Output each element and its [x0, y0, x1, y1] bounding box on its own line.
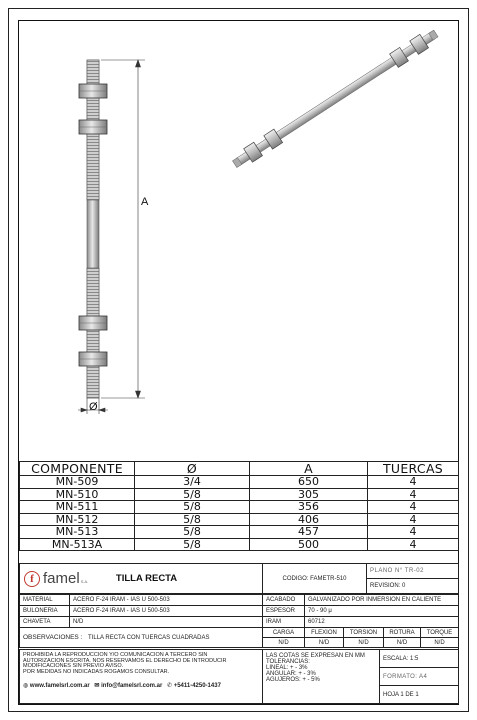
tolerance-line: TOLERANCIAS:: [266, 659, 310, 665]
material-value: ACERO F-24 IRAM - IAS U 500-503: [70, 595, 263, 606]
cell-a: 457: [250, 526, 368, 539]
famel-logo-suffix: S.A.: [80, 579, 89, 584]
contact-web: www.famelsrl.com.ar: [29, 683, 90, 690]
table-row: [20, 526, 459, 539]
tolerances-cell: [263, 650, 380, 704]
load-value-flexion: N/D: [305, 638, 344, 648]
tolerance-line: LINEAL: + - 3%: [266, 665, 308, 671]
load-value-torsion: N/D: [344, 638, 384, 648]
logo-cell: [20, 564, 263, 594]
formato-cell: FORMATO: A4: [380, 668, 459, 686]
dimension-a-label: A: [141, 196, 149, 208]
cell-a: 500: [250, 538, 368, 551]
rod-isometric-view: [230, 27, 440, 171]
load-header-torsion: TORSION: [344, 628, 384, 638]
buloneria-value: ACERO F-24 IRAM - IAS U 500-503: [70, 606, 263, 617]
famel-logo-icon: f: [24, 571, 40, 587]
header-diameter: Ø: [135, 462, 250, 476]
cell-componente: MN-513: [20, 526, 135, 539]
product-name: TILLA RECTA: [115, 573, 178, 584]
dimension-a-line: [101, 60, 145, 398]
cell-a: 356: [250, 501, 368, 514]
revision-cell: REVISION: 0: [367, 579, 459, 594]
load-header-rotura: ROTURA: [384, 628, 421, 638]
table-row: [20, 538, 459, 551]
phone-icon: ✆: [166, 683, 173, 690]
iram-value: 60712: [305, 617, 459, 628]
famel-logo: [24, 570, 88, 587]
cell-diameter: 5/8: [135, 488, 250, 501]
cell-componente: MN-510: [20, 488, 135, 501]
acabado-label: ACABADO: [263, 595, 305, 606]
material-label: MATERIAL: [20, 595, 70, 606]
observaciones-value: TILLA RECTA CON TUERCAS CUADRADAS: [88, 635, 210, 641]
cell-diameter: 5/8: [135, 513, 250, 526]
load-value-torque: N/D: [421, 638, 459, 648]
cell-componente: MN-511: [20, 501, 135, 514]
cell-tuercas: 4: [368, 476, 459, 489]
table-row: [20, 476, 459, 489]
famel-logo-text: famel: [43, 570, 80, 587]
observaciones-cell: [20, 628, 263, 648]
components-table: [19, 461, 459, 551]
load-value-rotura: N/D: [384, 638, 421, 648]
contact-email: info@famelsrl.com.ar: [101, 683, 163, 690]
title-block-header: [19, 563, 459, 594]
cell-tuercas: 4: [368, 526, 459, 539]
tolerance-line: AGUJEROS: + - 5%: [266, 677, 320, 683]
globe-icon: ◍: [23, 683, 29, 690]
email-icon: ✉: [94, 683, 100, 690]
tolerance-line: LAS COTAS SE EXPRESAN EN MM: [266, 653, 365, 659]
cell-diameter: 5/8: [135, 526, 250, 539]
disclaimer-line: AUTORIZACION ESCRITA. NOS RESERVAMOS EL DERECHO DE INTRODUCIR: [23, 657, 227, 664]
header-a: A: [250, 462, 368, 476]
cell-componente: MN-513A: [20, 538, 135, 551]
load-value-carga: N/D: [263, 638, 305, 648]
disclaimer-line: POR MEDIDAS NO INDICADAS ROGAMOS CONSULTAR.: [23, 668, 170, 675]
cell-diameter: 5/8: [135, 538, 250, 551]
codigo-cell: CODIGO: FAMETR-510: [263, 564, 367, 594]
cell-a: 406: [250, 513, 368, 526]
rod-front-view: [79, 60, 107, 398]
title-block-loads: [19, 627, 459, 648]
tolerance-line: ANGULAR: + - 3%: [266, 671, 316, 677]
iram-label: IRAM: [263, 617, 305, 628]
header-componente: COMPONENTE: [20, 462, 135, 476]
table-row: [20, 488, 459, 501]
cell-tuercas: 4: [368, 501, 459, 514]
load-header-carga: CARGA: [263, 628, 305, 638]
espesor-value: 70 - 90 μ: [305, 606, 459, 617]
cell-a: 650: [250, 476, 368, 489]
chaveta-value: N/D: [70, 617, 263, 628]
chaveta-label: CHAVETA: [20, 617, 70, 628]
cell-a: 305: [250, 488, 368, 501]
table-row: [20, 513, 459, 526]
cell-tuercas: 4: [368, 488, 459, 501]
contact-phone: +5411-4250-1437: [173, 683, 221, 690]
disclaimer-line: MODIFICACIONES SIN PREVIO AVISO.: [23, 663, 124, 670]
cell-componente: MN-512: [20, 513, 135, 526]
cell-diameter: 3/4: [135, 476, 250, 489]
contact-row: [23, 682, 259, 690]
dimension-diameter-label: Ø: [89, 401, 98, 413]
cell-tuercas: 4: [368, 513, 459, 526]
escala-cell: ESCALA: 1:5: [380, 650, 459, 668]
acabado-value: GALVANIZADO POR INMERSION EN CALIENTE: [305, 595, 459, 606]
header-tuercas: TUERCAS: [368, 462, 459, 476]
cell-tuercas: 4: [368, 538, 459, 551]
observaciones-label: OBSERVACIONES :: [23, 634, 83, 641]
title-block-specs: [19, 594, 459, 628]
disclaimer-cell: [20, 650, 263, 704]
buloneria-label: BULONERIA: [20, 606, 70, 617]
espesor-label: ESPESOR: [263, 606, 305, 617]
cell-diameter: 5/8: [135, 501, 250, 514]
load-header-torque: TORQUE: [421, 628, 459, 638]
load-header-flexion: FLEXION: [305, 628, 344, 638]
components-table-header-row: [20, 462, 459, 476]
hoja-cell: HOJA 1 DE 1: [380, 686, 459, 704]
plano-cell: PLANO N° TR-02: [367, 564, 459, 579]
cell-componente: MN-509: [20, 476, 135, 489]
disclaimer-line: PROHIBIDA LA REPRODUCCION Y/O COMUNICACION A TERCERO SIN: [23, 652, 208, 658]
title-block-footer: [19, 649, 459, 704]
table-row: [20, 501, 459, 514]
